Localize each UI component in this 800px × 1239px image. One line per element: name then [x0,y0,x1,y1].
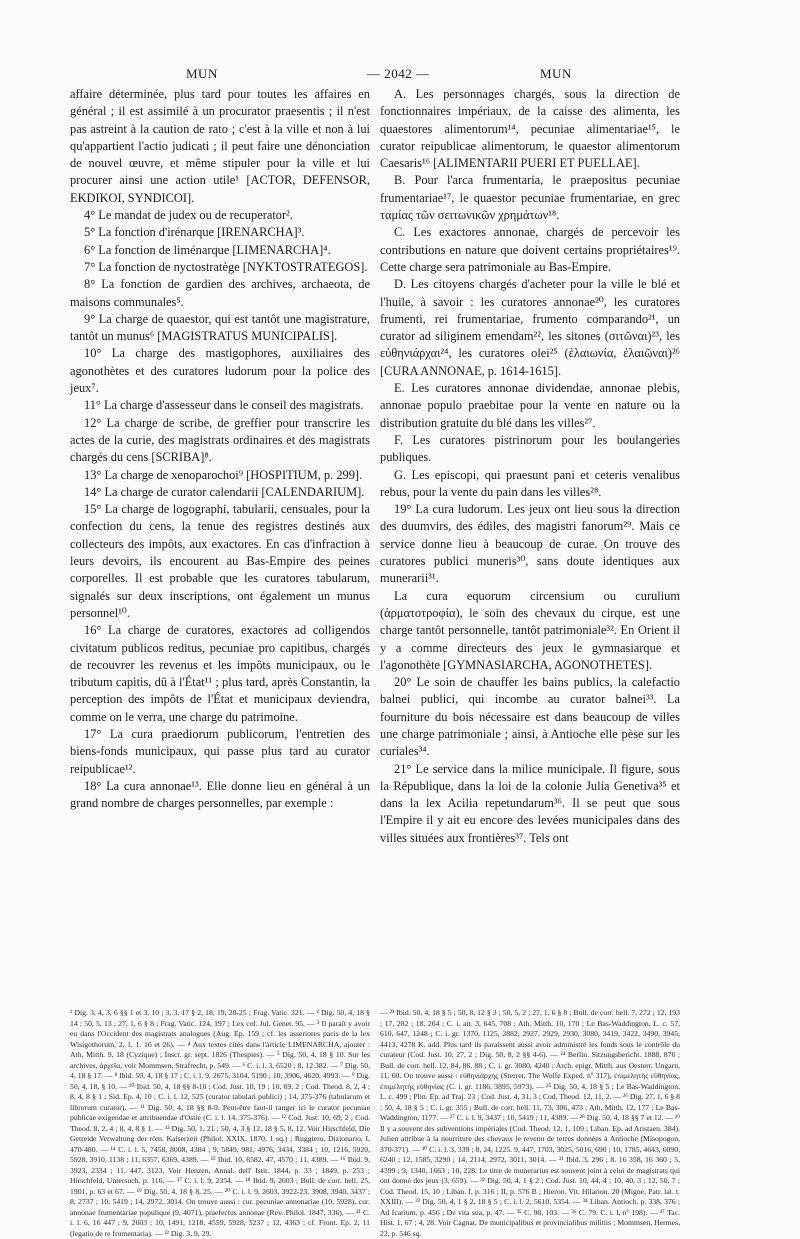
running-header [60,66,726,84]
paragraph: C. Les exactores annonae, chargés de percevoir les contributions en nature que doivent certains propriétaires¹⁹. Cette charge sera patrimoniale au Bas-Empire. [380,225,680,274]
paragraph: 14° La charge de curator calendarii [CALENDARIUM]. [84,484,365,499]
footnotes-left: ¹ Dig. 3, 4, 3, 6 §§ 1 et 3, 10 ; 3, 3, 17 § 2, 18, 19, 20-25 ; Frag. Vatic. 321. — ² Dig. 50, 4, 18 § 14 ; 50, 5, 13 ; 27, 1, 6 § 8 ; Frag. Vatic. 124, 197 ; Lex col. Jul. Genet. 95. — ³ Il paraît y avoir eu dans l'Occident des magistrats analogues (Aug. Ep. 159 ; cf. les asseriores pacis de la lex Wisigothorum, 2, 1, 1. 16 et 26). — ⁴ Aux textes cités dans l'article LIMENARCHA, ajouter : Ath. Mitth. 9, 18 (Cyzique) ; Inscr. gr. sept. 1826 (Thespies). — ⁵ Dig. 50, 4, 18 § 10. Sur les archives, ἀρχεῖα, voir Mommsen, Strafrecht, p. 549. — ⁶ C. i. l. 3, 6520 ; 8, 12 382. — ⁷ Dig. 50, 4, 18 § 17. — ⁸ Ibid. 50, 4, 18 § 17 ; C. i. l. 9, 2675, 3104, 5190 ; 10, 3906, 4620, 4993. — ⁹ Dig. 50, 4, 18, § 10. — ¹⁰ Ibid. 50, 4, 18 §§ 8-10 ; Cod. Just. 10, 19 ; 10, 69, 2 ; Cod. Theod. 8, 2, 4 ; 8, 4, 8 § 1 : Sid. Ep. 4, 10 ; C. i. l. 12, 525 (curator tabulari publici) ; 14, 375-376 (tabularum et librorum curator). — ¹¹ Dig. 50, 4, 18 §§ 8-9. Peut-être faut-il ranger ici le curator pecuniae publicae exigendae et attribuendae d'Ostie (C. i. l. 14, 375-376). — ¹² Cod. Just. 10, 69, 2 ; Cod. Theod. 8, 2, 4 ; 8, 4, 8 § 1. — ¹³ Dig. 50, 1, 21 ; 50, 4, 3 § 12, 18 § 5, 8, 12. Voir Hirschfeld, Die Getreide Verwaltung der röm. Kaiserzeit (Philol. XXIX, 1870, 1 sq.) ; Ruggiero, Dizionario, I, 470-480. — ¹⁴ C. i. l. 5, 7458, 8008, 4384 ; 9, 5849, 981, 4976, 3434, 3384 ; 10, 1216, 5920, 5928, 3910, 1138 ; 11, 6357, 6369, 4389. — ¹⁵ Ibid. 10, 6582, 47, 4570 ; 11, 4389. — ¹⁶ Ibid. 9, 3923, 2334 ; 11, 447, 3123. Voir Henzen, Annal. dell' Istit. 1844, p. 33 ; 1849, p. 253 ; Hirschfeld, Untersuch. p. 116. — ¹⁷ C. i. l. 9, 2354. — ¹⁸ Ibid. 9, 2603 ; Bull. de corr. hell. 25, 1901, p. 63 et 67. — ¹⁹ Dig. 50, 4, 18 § 8, 25. — ²⁰ C. i. l. 9, 2603, 3922-23, 3908, 3940, 3437 ; 8, 2737 ; 10, 5419 ; 14, 2972, 3014. On trouve aussi : cur. pecuniae annonariae (10, 5928), cur. annonae frumentariae populique (9, 4071), praefectus annonae (Rev. Philol. 1847, 336). — ²¹ C. i. l. 6, 16 447 ; 9, 2603 ; 10, 1491, 1218, 4559, 5928, 5237 ; 12, 4363 ; cf. Front. Ep. 2, 11 (legatio de re frumentaria). — ²² Dig. 3, 9, 29. [70,1008,370,1238]
paragraph: 20° Le soin de chauffer les bains publics, la calefactio balnei publici, qui incombe au curator balnei³³. La fourniture du bois nécessaire est dans beaucoup de villes une charge patrimoniale ; ainsi, à Antioche elle pèse sur les curiales³⁴. [380,675,680,759]
paragraph: 17° La cura praediorum publicorum, l'entretien des biens-fonds municipaux, qui passe plus tard au curator reipublicae¹². [70,726,370,776]
footnotes-right: — ²³ Ibid. 50, 4, 18 § 5 ; 50, 8, 12 § 3 ; 50, 5, 2 ; 27, 1, 6 § 8 ; Bull. de corr. hell. 7, 272 ; 12, 193 ; 17, 282 ; 18, 264 ; C. i. att. 3, 645, 708 ; Ath. Mitth. 10, 170 ; Le Bas-Waddington, L. c. 57, 610, 647, 1248 ; C. i. gr. 1370, 1125, 2882, 2927, 2929, 2930, 3080, 3419, 3422, 3490, 3945, 4413, 4278 K. add. Plus tard ils paraissent aussi avoir administré les fonds sous le contrôle du curateur (Cod. Just. 10, 27, 2 ; Dig. 50, 8, 2 §§ 4-6). — ²⁴ Berlin. Sitzungsbericht. 1888, 876 ; Bull. de corr. hell. 12, 84, 86, 88 ; C. i. gr. 3080, 4240 ; Arch. epigr. Mitth. aus Oesterr. Ungarn, 11, 60. On trouve aussi : εὐθηνιάρχης (Sterret, The Wolfe Exped. nº 317), ἐπιμελητὴς εὐθηνίας, ἐπιμελητὴς εὐθηνίας (C. i. gr. 1186, 3895, 5973). — ²⁵ Dig. 50, 4, 18 § 5 ; Le Bas-Waddington, L. c. 499 ; Plin. Ep. ad Traj. 23 ; Cod. Just. 4, 31, 3 ; Cod. Theod. 12, 11, 2. — ²⁶ Dig. 27, 1, 6 § 8 ; 50, 4, 18 § 5 ; C. i. gr. 355 ; Bull. de corr. hell. 11, 73, 306, 473 ; Ath. Mitth. 12, 177 ; Le Bas-Waddington, 1177. — ²⁷ C. i. l. 9, 3437 ; 10, 5419 ; 11, 4389. — ²⁸ Dig. 50, 4, 18 §§ 7 et 12. — ²⁹ Il y a souvent des subventions impériales (Cod. Theod. 12, 1, 109 ; Liban. Ep. ad Aristaen. 384). Julien attribue à la nourriture des chevaux le revenu de terres données à Antioche (Misopogon, 370-371). — ³⁰ C. i. l. 3, 339 ; 8, 24, 1225. 9, 447, 1703, 3025, 5016, 690 ; 10, 1785, 4643, 6090, 6240 ; 12, 1585, 3290 ; 14, 2114, 2972, 3011, 3014. — ³¹ Ibid. 3, 296 ; 8. 16 358, 16 360 ; 5, 4399 ; 9, 1340, 1663 ; 10, 228. Le titre de munerarius est souvent joint à celui de magistrats qui ont donné des jeux (3, 659). — ³² Dig. 50, 4, 1 § 2 ; Cod. Just. 10, 44, 4 ; 10, 40, 3 ; 12, 50, 7 ; Cod. Theod. 15, 10 ; Liban. I, p. 316 ; II, p. 576 B ; Hieron. Vit. Hilarion. 20 (Migne, Patr. lat. t. XXIII). — ³³ Dig. 50, 4, 1 § 2, 18 § 5 ; C. i. l. 2, 5610, 5354. — ³⁴ Liban. Antioch. p. 338, 376 ; Ad Icarium, p. 456 ; De vita sua, p. 47. — ³⁵ C. 98, 103. — ³⁶ C. 79. C. i. l, nº 198). — ³⁷ Tac. Hist. 1, 67 ; 4, 28. Voir Cagnat, De municipalibus et provincialibus militiis ; Mommsen, Hermes, 22, p. 546 sq. [380,1008,680,1238]
header-left: MUN [186,66,218,81]
paragraph: 10° La charge des mastigophores, auxiliaires des agonothètes et des curatores ludorum pour la police des jeux⁷. [70,346,370,396]
paragraph: 13° La charge de xenoparochoi⁹ [HOSPITIUM, p. 299]. [84,467,363,482]
paragraph: F. Les curatores pistrinorum pour les boulangeries publiques. [380,432,680,465]
paragraph: 6° La fonction de liménarque [LIMENARCHA]⁴. [84,242,331,257]
paragraph: 21° Le service dans la milice municipale. Il figure, sous la République, dans la loi de la colonie Julia Genetiva³⁵ et dans la lex Acilia repetundarum³⁶. Il se peut que sous l'Empire il y ait eu encore des levées municipales dans des villes situées aux frontières³⁷. Tels ont [380,761,680,845]
right-column [380,86,680,847]
paragraph: La cura equorum circensium ou curulium (ἁρματοτροφία), le soin des chevaux du cirque, est une charge tantôt personnelle, tantôt patrimoniale³². En Orient il y a comme directeurs des jeux le gymnasiarque et l'agonothète [GYMNASIARCHA, AGONOTHETES]. [380,588,680,672]
paragraph: 5° La fonction d'irénarque [IRENARCHA]³. [84,225,305,240]
paragraph: 19° La cura ludorum. Les jeux ont lieu sous la direction des duumvirs, des édiles, des magistri fanorum²⁹. Mais ce service donne lieu à beaucoup de curae. On trouve des curatores publici muneris³⁰, sans doute identiques aux munerarii³¹. [380,502,680,586]
paragraph: 12° La charge de scribe, de greffier pour transcrire les actes de la curie, des magistrats ordinaires et des magistrats chargés du cens [SCRIBA]⁸. [70,415,370,465]
header-right: MUN [540,66,572,81]
paragraph: 4° Le mandat de judex ou de recuperator². [84,208,293,223]
paragraph: 18° La cura annonae¹³. Elle donne lieu en général à un grand nombre de charges personnelles, par exemple : [70,778,370,811]
paragraph: 15° La charge de logographi, tabularii, censuales, pour la confection du cens, la tenue des registres destinés aux collecteurs des impôts, aux exactores. En cas d'infraction à leurs devoirs, ils encourent au Bas-Empire des peines corporelles. Il est probable que les curatores tabularum, signalés sur deux inscriptions, ont également un munus personnel¹⁰. [70,502,370,620]
page-number: — 2042 — [367,66,430,81]
paragraph: 8° La fonction de gardien des archives, archaeota, de maisons communales⁵. [70,277,370,309]
paragraph: D. Les citoyens chargés d'acheter pour la ville le blé et l'huile, à savoir : les curatores annonae²⁰, les curatores frumenti, rei frumentariae, frumento comparando²¹, un curator ad siliginem emendam²², les sitones (σιτῶναι)²³, les εὐθηνιάρχαι²⁴, les curatores olei²⁵ (ἐλαιωνία, ἐλαιῶναι)²⁶ [CURA ANNONAE, p. 1614-1615]. [380,277,680,378]
paragraph: G. Les episcopi, qui praesunt pani et ceteris venalibus rebus, pour la vente du pain dans les villes²⁸. [380,467,680,499]
paragraph: 7° La fonction de nyctostratège [NYKTOSTRATEGOS]. [84,259,368,274]
left-column [70,86,370,812]
paragraph: B. Pour l'arca frumentaria, le praepositus pecuniae frumentariae¹⁷, le quaestor pecuniae frumentariae, en grec ταμίας τῶν σειτωνικῶν χρημάτων¹⁸. [380,173,680,223]
paragraph: E. Les curatores annonae dividendae, annonae plebis, annonae populo praebitae pour la vente en nature ou la distribution gratuite du blé dans les villes²⁷. [380,381,680,430]
paragraph: 11° La charge d'assesseur dans le conseil des magistrats. [84,398,364,413]
paragraph: 16° La charge de curatores, exactores ad colligendos civitatum publicos reditus, pecuniae pro capitibus, chargés de recouvrer les revenus et les impôts municipaux, ou le tributum capitis, dû à l'État¹¹ ; plus tard, après Constantin, la perception des impôts de l'État et municipaux deviendra, comme on le verra, une charge du patrimoine. [70,623,370,724]
paragraph: A. Les personnages chargés, sous la direction de fonctionnaires impériaux, de la caisse des alimenta, les quaestores alimentorum¹⁴, pecuniae alimentariae¹⁵, le curator reipublicae alimentorum, le quaestor alimentorum Caesaris¹⁶ [ALIMENTARII PUERI ET PUELLAE]. [380,87,680,171]
paragraph: affaire déterminée, plus tard pour toutes les affaires en général ; il est assimilé à un procurator praesentis ; il n'est pas astreint à la caution de rato ; c'est à la ville et non à lui qu'appartient l'actio judicati ; il peut faire une dénonciation de nouvel œuvre, et même stipuler pour la ville et lui procurer ainsi une action utile¹ [ACTOR, DEFENSOR, EKDIKOI, SYNDICOI]. [70,87,370,205]
paragraph: 9° La charge de quaestor, qui est tantôt une magistrature, tantôt un munus⁶ [MAGISTRATUS MUNICIPALIS]. [70,311,370,344]
